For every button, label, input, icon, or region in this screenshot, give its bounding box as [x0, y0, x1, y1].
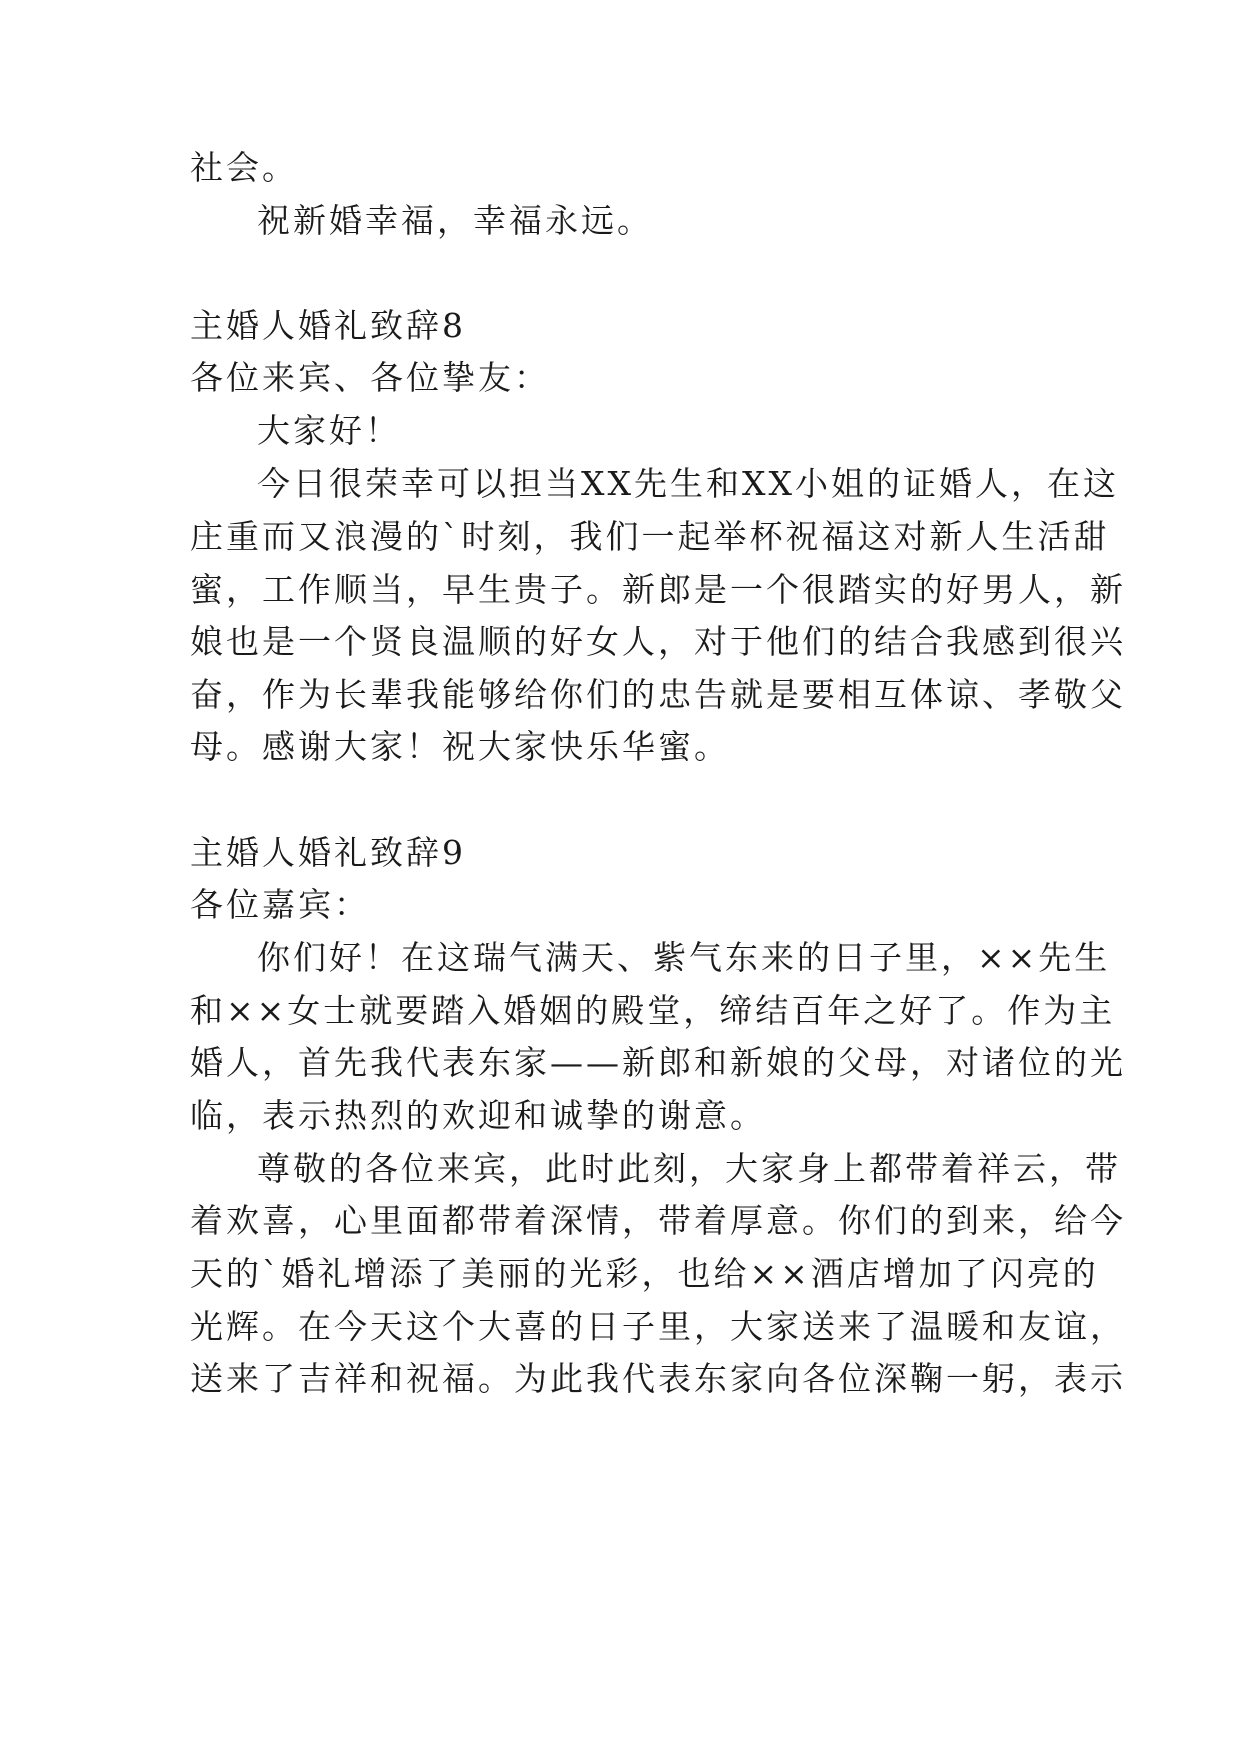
text-line: 尊敬的各位来宾，此时此刻，大家身上都带着祥云，带: [257, 1149, 1121, 1188]
text-line: 大家好！: [257, 411, 401, 450]
text-line: 天的`婚礼增添了美丽的光彩，也给××酒店增加了闪亮的: [190, 1254, 1099, 1293]
salutation: 各位嘉宾：: [190, 885, 370, 924]
text-line: 今日很荣幸可以担当XX先生和XX小姐的证婚人，在这: [257, 464, 1119, 503]
text-line: 庄重而又浪漫的`时刻，我们一起举杯祝福这对新人生活甜: [190, 517, 1110, 556]
text-line: 光辉。在今天这个大喜的日子里，大家送来了温暖和友谊，: [190, 1307, 1126, 1346]
text-line: 和××女士就要踏入婚姻的殿堂，缔结百年之好了。作为主: [190, 991, 1116, 1030]
text-line: 母。感谢大家！祝大家快乐华蜜。: [190, 727, 730, 766]
text-line: 社会。: [190, 148, 298, 187]
section-heading: 主婚人婚礼致辞9: [190, 833, 466, 872]
text-line: 着欢喜，心里面都带着深情，带着厚意。你们的到来，给今: [190, 1201, 1126, 1240]
text-line: 奋，作为长辈我能够给你们的忠告就是要相互体谅、孝敬父: [190, 675, 1126, 714]
text-line: 祝新婚幸福，幸福永远。: [257, 201, 653, 240]
text-line: 送来了吉祥和祝福。为此我代表东家向各位深鞠一躬，表示: [190, 1359, 1126, 1398]
text-line: 蜜，工作顺当，早生贵子。新郎是一个很踏实的好男人，新: [190, 570, 1126, 609]
text-line: 娘也是一个贤良温顺的好女人，对于他们的结合我感到很兴: [190, 622, 1126, 661]
text-line: 婚人，首先我代表东家——新郎和新娘的父母，对诸位的光: [190, 1043, 1126, 1082]
text-line: 临，表示热烈的欢迎和诚挚的谢意。: [190, 1096, 766, 1135]
section-heading: 主婚人婚礼致辞8: [190, 306, 466, 345]
salutation: 各位来宾、各位挚友：: [190, 358, 550, 397]
text-line: 你们好！在这瑞气满天、紫气东来的日子里，××先生: [257, 938, 1111, 977]
